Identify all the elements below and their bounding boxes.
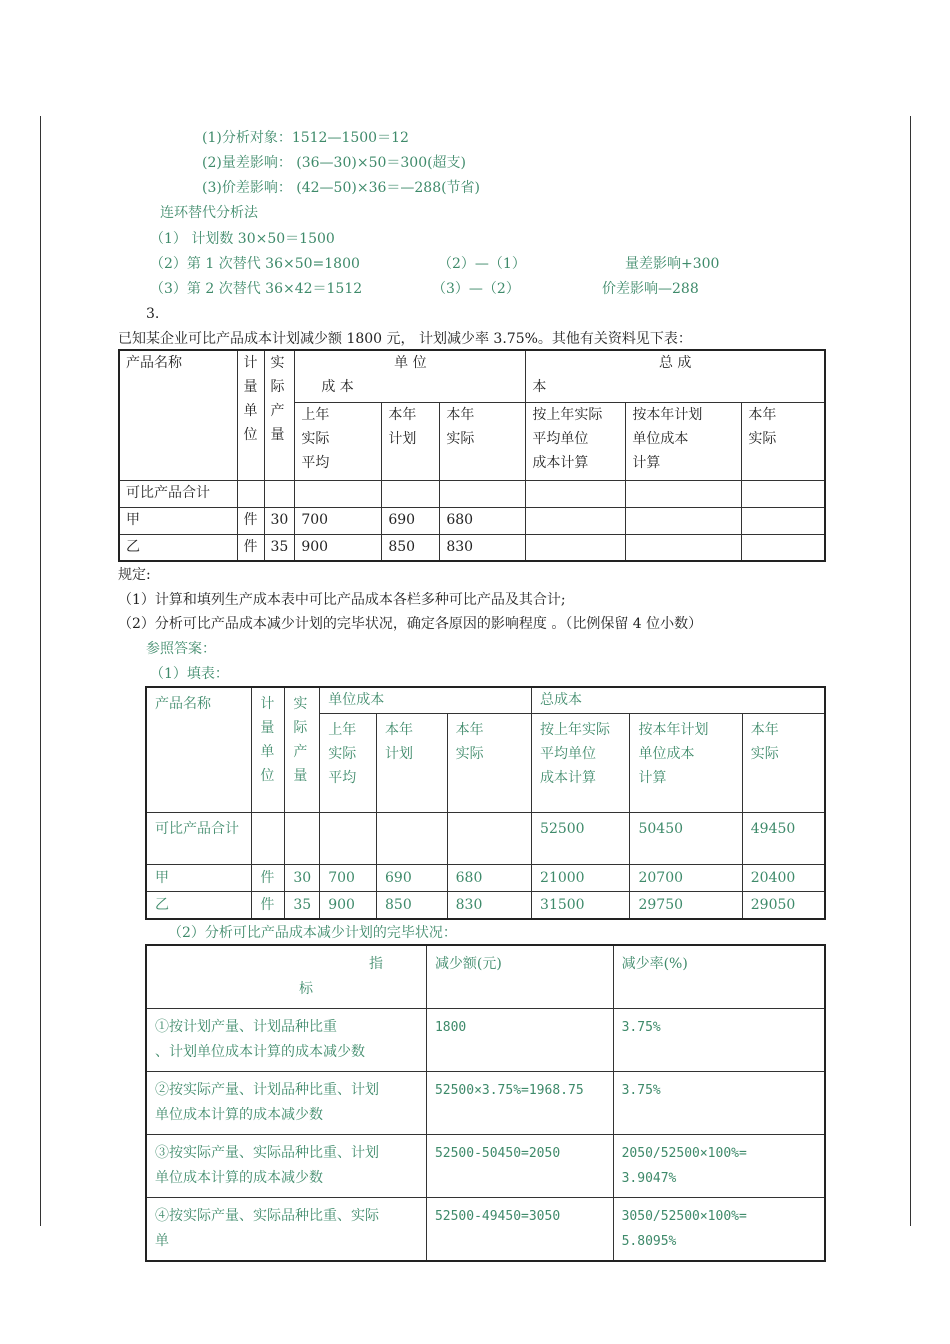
t3-rate: 2050/52500×100%= 3.9047% [613,1135,825,1198]
t1-sub-total-actual: 本年 实际 [742,402,825,480]
chain-step-1: （1） 计划数 30×50＝1500 [150,231,335,247]
cell-qty: 35 [285,891,320,919]
t3-header-indicator: 指 标 [146,945,426,1009]
left-margin-line [40,116,41,1226]
cell-c3 [440,480,526,507]
cell-t1 [526,480,626,507]
chain-diff-3: （3）—（2） [432,281,520,297]
t1-sub-actual: 本年 实际 [440,402,526,480]
t1-header-product: 产品名称 [119,350,237,480]
t2-header-qty: 实 际 产 量 [285,687,320,812]
chain-effect-3: 价差影响—288 [602,281,699,297]
cell-qty [285,812,320,864]
t3-header-rate: 减少率(%) [613,945,825,1009]
cell-t3: 20400 [742,864,825,891]
table-row [146,1198,825,1262]
cell-c1: 700 [320,864,377,891]
cell-c1: 900 [320,891,377,919]
t3-indicator: ①按计划产量、计划品种比重 、计划单位成本计算的成本减少数 [146,1009,426,1072]
t1-header-unit-cost: 单 位 成 本 [295,350,526,402]
chain-title: 连环替代分析法 [160,205,258,221]
cell-name: 乙 [146,891,252,919]
cell-qty: 30 [285,864,320,891]
chain-effect-2: 量差影响+300 [625,256,720,272]
table-row [146,812,825,864]
cell-name: 可比产品合计 [146,812,252,864]
cell-t1: 31500 [532,891,630,919]
table-row [119,534,825,561]
table-row [119,480,825,507]
t1-sub-total-plan: 按本年计划 单位成本 计算 [626,402,742,480]
table-row [146,1135,825,1198]
table-row [146,1009,825,1072]
t2-sub-total-actual: 本年 实际 [742,713,825,812]
cell-t2: 50450 [630,812,742,864]
t3-rate: 3.75% [613,1009,825,1072]
cell-unit [252,812,285,864]
cell-t2: 29750 [630,891,742,919]
right-margin-line [910,116,911,1226]
t2-sub-actual: 本年 实际 [447,713,531,812]
chain-step-3: （3）第 2 次替代 36×42＝1512 [150,281,363,297]
answer-title: 参照答案： [146,641,216,657]
t2-sub-total-last: 按上年实际 平均单位 成本计算 [532,713,630,812]
cell-c1: 900 [295,534,382,561]
table-row [146,891,825,919]
t1-header-qty: 实 际 产 量 [264,350,295,480]
cell-t3 [742,507,825,534]
t3-amount: 52500-50450=2050 [426,1135,613,1198]
t3-indicator: ②按实际产量、计划品种比重、计划 单位成本计算的成本减少数 [146,1072,426,1135]
t1-sub-last-year: 上年 实际 平均 [295,402,382,480]
t2-sub-last-year: 上年 实际 平均 [320,713,377,812]
cell-c2: 690 [382,507,440,534]
cell-c3: 830 [447,891,531,919]
t3-amount: 1800 [426,1009,613,1072]
cell-unit [237,480,264,507]
t2-sub-plan: 本年 计划 [377,713,448,812]
analysis-line-3: (3)价差影响： (42—50)×36＝—288(节省) [202,180,481,196]
cell-unit: 件 [252,891,285,919]
t3-rate: 3050/52500×100%= 5.8095% [613,1198,825,1262]
answer-part-2: （2）分析可比产品成本减少计划的完毕状况： [168,925,457,941]
analysis-line-2: (2)量差影响： (36—30)×50＝300(超支) [202,155,467,171]
cell-qty: 35 [264,534,295,561]
cell-unit: 件 [252,864,285,891]
chain-diff-2: （2）—（1） [438,256,526,272]
cell-t3: 29050 [742,891,825,919]
cell-name: 乙 [119,534,237,561]
problem-table [118,349,826,562]
cell-qty [264,480,295,507]
table-row [119,507,825,534]
cell-t1 [526,507,626,534]
t2-header-product: 产品名称 [146,687,252,812]
t1-header-total-cost: 总 成 本 [526,350,825,402]
answer-part-1: （1）填表： [150,666,229,682]
cell-name: 甲 [146,864,252,891]
requirements-title: 规定: [118,567,151,583]
cell-t3 [742,480,825,507]
cell-c3: 680 [447,864,531,891]
cell-qty: 30 [264,507,295,534]
cell-c1 [320,812,377,864]
cell-c2 [382,480,440,507]
cell-c2 [377,812,448,864]
question-number: 3. [146,306,160,322]
cell-t2 [626,507,742,534]
t1-sub-plan: 本年 计划 [382,402,440,480]
t3-amount: 52500-49450=3050 [426,1198,613,1262]
t2-header-unit: 计 量 单 位 [252,687,285,812]
table-row [146,1072,825,1135]
t2-header-total-cost: 总成本 [532,687,825,713]
table-row [146,864,825,891]
cell-t2 [626,534,742,561]
cell-t3: 49450 [742,812,825,864]
cell-name: 甲 [119,507,237,534]
requirement-2: （2）分析可比产品成本减少计划的完毕状况，确定各原因的影响程度 。（比例保留 4 位小数） [118,616,703,632]
cell-t1: 21000 [532,864,630,891]
cell-name: 可比产品合计 [119,480,237,507]
t2-header-unit-cost: 单位成本 [320,687,532,713]
cell-c2: 850 [382,534,440,561]
t3-indicator: ④按实际产量、实际品种比重、实际 单 [146,1198,426,1262]
analysis-line-1: (1)分析对象：1512—1500＝12 [202,130,409,146]
cell-c3 [447,812,531,864]
cell-c1 [295,480,382,507]
cell-c2: 850 [377,891,448,919]
answer-fill-table [145,686,826,920]
question-text: 已知某企业可比产品成本计划减少额 1800 元， 计划减少率 3.75%。其他有关资料见下表： [118,331,692,347]
cell-t1 [526,534,626,561]
cell-t3 [742,534,825,561]
cell-unit: 件 [237,534,264,561]
t1-header-unit: 计 量 单 位 [237,350,264,480]
cell-c1: 700 [295,507,382,534]
cell-c2: 690 [377,864,448,891]
t2-sub-total-plan: 按本年计划 单位成本 计算 [630,713,742,812]
cell-t1: 52500 [532,812,630,864]
t3-indicator: ③按实际产量、实际品种比重、计划 单位成本计算的成本减少数 [146,1135,426,1198]
cell-c3: 680 [440,507,526,534]
t3-header-amount: 减少额(元) [426,945,613,1009]
t3-amount: 52500×3.75%=1968.75 [426,1072,613,1135]
cell-t2 [626,480,742,507]
t3-rate: 3.75% [613,1072,825,1135]
analysis-table [145,944,826,1262]
cell-unit: 件 [237,507,264,534]
requirement-1: （1）计算和填列生产成本表中可比产品成本各栏多种可比产品及其合计; [118,592,566,608]
chain-step-2: （2）第 1 次替代 36×50=1800 [150,256,360,272]
t1-sub-total-last: 按上年实际 平均单位 成本计算 [526,402,626,480]
cell-t2: 20700 [630,864,742,891]
cell-c3: 830 [440,534,526,561]
